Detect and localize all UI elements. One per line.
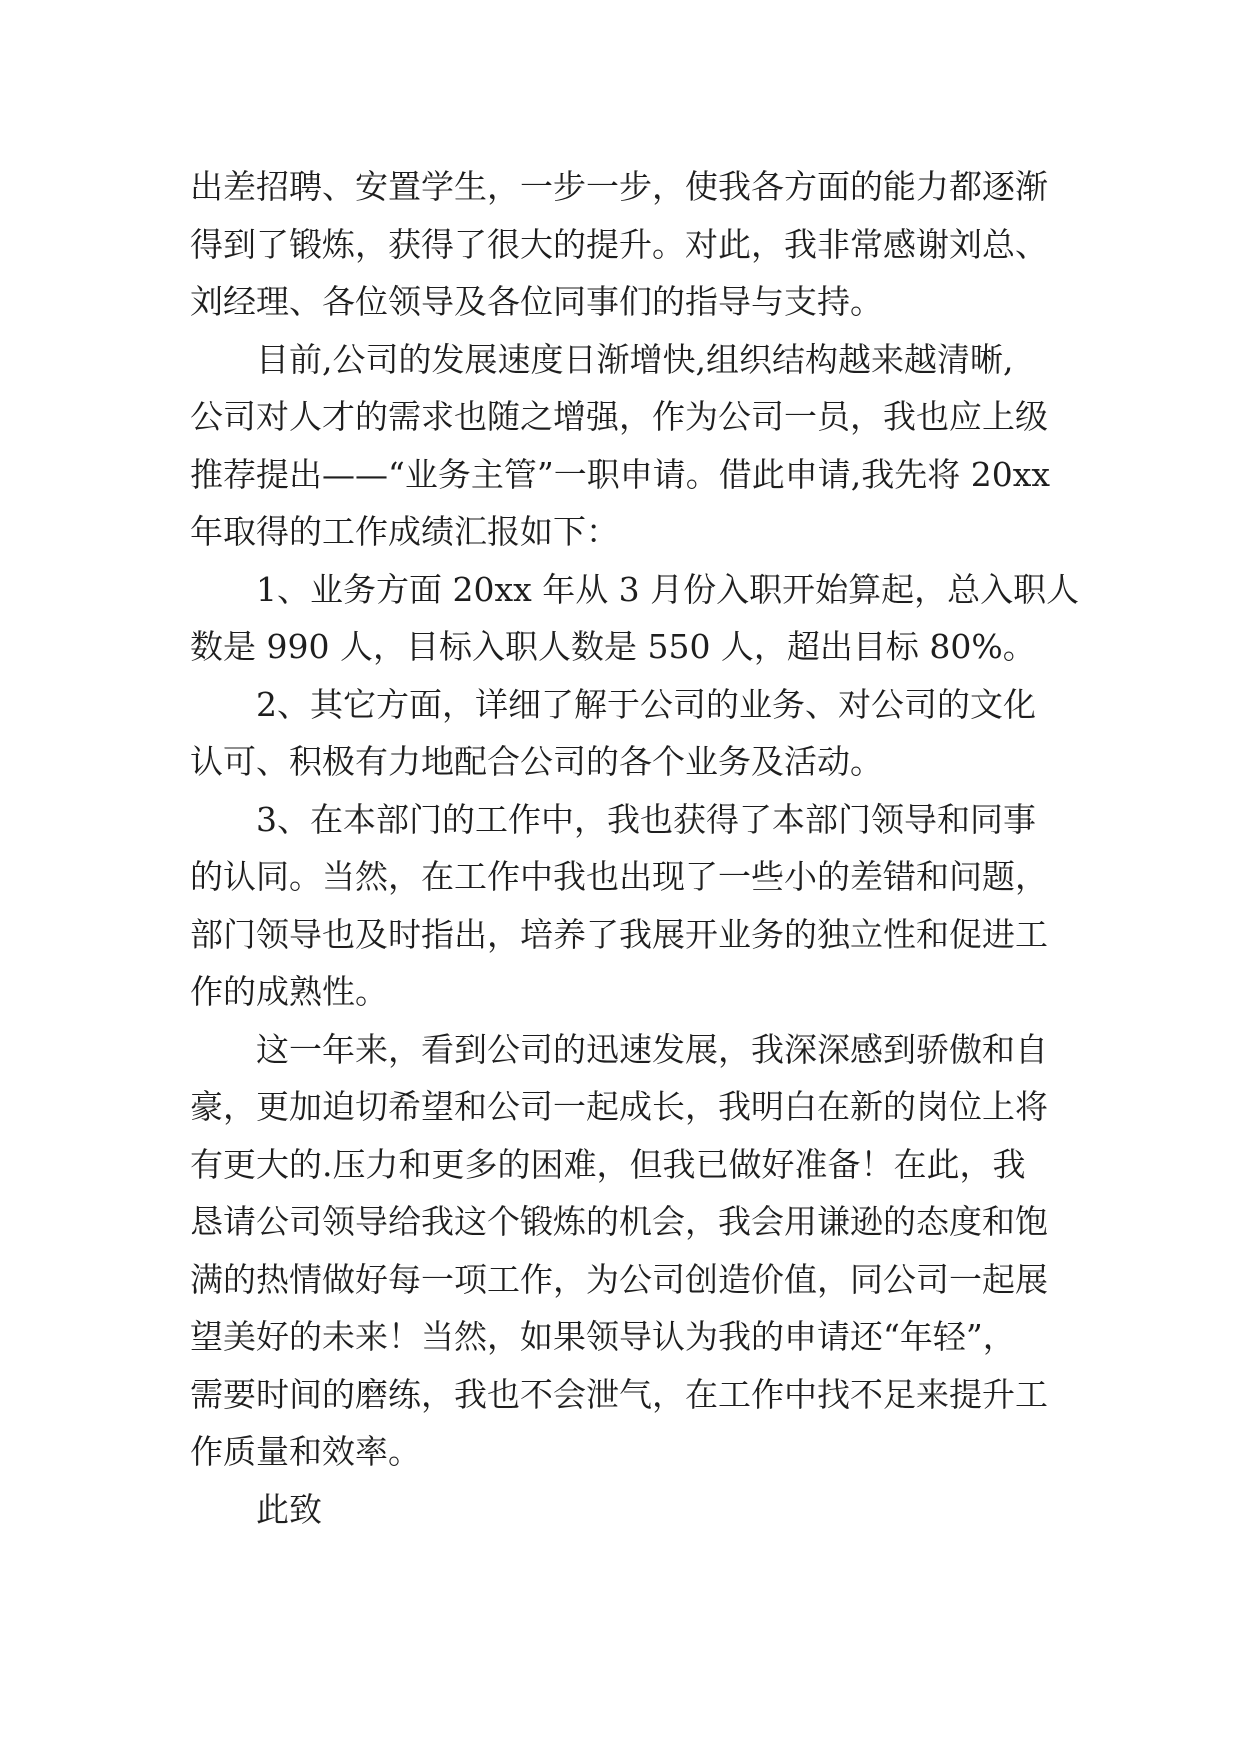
text-line: 3、在本部门的工作中，我也获得了本部门领导和同事 [256,800,1036,839]
text-line: 恳请公司领导给我这个锻炼的机会，我会用谦逊的态度和饱 [190,1202,1048,1241]
text-line: 刘经理、各位领导及各位同事们的指导与支持。 [190,282,883,321]
text-line: 目前,公司的发展速度日渐增快,组织结构越来越清晰, [256,340,1014,379]
text-line: 数是 990 人，目标入职人数是 550 人，超出目标 80%。 [190,627,1036,666]
text-line: 认可、积极有力地配合公司的各个业务及活动。 [190,742,883,781]
text-line: 得到了锻炼，获得了很大的提升。对此，我非常感谢刘总、 [190,225,1048,264]
text-line: 豪，更加迫切希望和公司一起成长，我明白在新的岗位上将 [190,1087,1048,1126]
text-line: 公司对人才的需求也随之增强，作为公司一员，我也应上级 [190,397,1048,436]
text-line: 年取得的工作成绩汇报如下： [190,512,619,551]
text-line: 的认同。当然，在工作中我也出现了一些小的差错和问题， [190,857,1048,896]
text-line: 作的成熟性。 [190,972,388,1011]
text-line: 满的热情做好每一项工作，为公司创造价值，同公司一起展 [190,1260,1048,1299]
text-line: 望美好的未来！当然，如果领导认为我的申请还“年轻”， [190,1317,1016,1356]
text-line: 此致 [256,1490,322,1529]
text-line: 1、业务方面 20xx 年从 3 月份入职开始算起，总入职人 [256,570,1080,609]
text-line: 部门领导也及时指出，培养了我展开业务的独立性和促进工 [190,915,1048,954]
text-line: 推荐提出——“业务主管”一职申请。借此申请,我先将 20xx [190,455,1050,494]
text-line: 这一年来，看到公司的迅速发展，我深深感到骄傲和自 [256,1030,1048,1069]
text-line: 2、其它方面，详细了解于公司的业务、对公司的文化 [256,685,1036,724]
text-line: 出差招聘、安置学生，一步一步，使我各方面的能力都逐渐 [190,167,1048,206]
text-line: 作质量和效率。 [190,1432,421,1471]
text-line: 有更大的.压力和更多的困难，但我已做好准备！在此，我 [190,1145,1026,1184]
text-line: 需要时间的磨练，我也不会泄气，在工作中找不足来提升工 [190,1375,1048,1414]
